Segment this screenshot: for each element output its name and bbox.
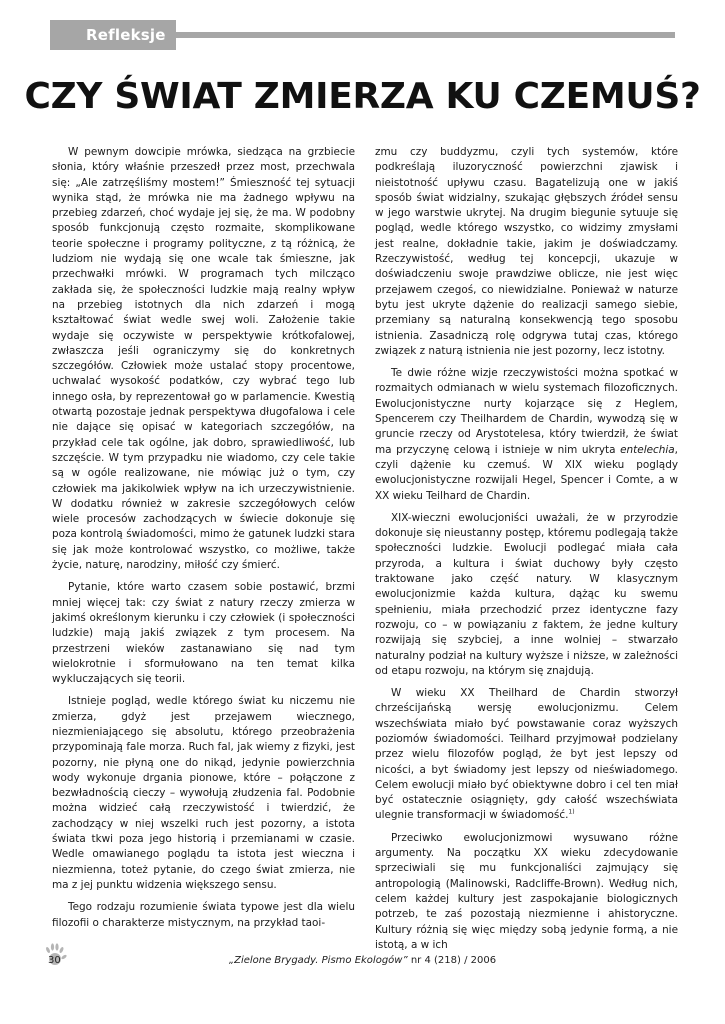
page-number: 30: [48, 955, 61, 966]
journal-title: „Zielone Brygady. Pismo Ekologów”: [228, 955, 408, 966]
paragraph: [375, 366, 678, 504]
paragraph: Istnieje pogląd, wedle którego świat ku niczemu nie zmierza, gdyż jest przejawem wiecznego, niezmieniającego się absolutu, którego przeobrażenia przypominają fale morza. Ruch fal, jak wiemy z fizyki, jest pozorny, nie płyną one do nikąd, jedynie powierzchnia wody wykonuje drgania pionowe, które – połączone z bezwładnością cieczy – wywołują złudzenia fal. Podobnie można widzieć całą rzeczywistość i twierdzić, że zachodzący w niej wszelki ruch jest pozorny, a istota świata tkwi poza jego historią i przemianami w czasie. Wedle omawianego poglądu ta istota jest wieczna i niezmienna, toteż pytanie, do czego świat zmierza, nie ma z jej punktu widzenia większego sensu.: [52, 695, 355, 891]
right-column: [375, 145, 678, 960]
section-header: [50, 20, 675, 50]
paragraph: Tego rodzaju rozumienie świata typowe jest dla wielu filozofii o charakterze mistycznym, na przykład taoi-: [52, 901, 355, 929]
paragraph: W pewnym dowcipie mrówka, siedząca na grzbiecie słonia, który właśnie przeszedł przez most, przechwala się: „Ale zatrzęśliśmy mostem!” Śmieszność tej sytuacji wynika stąd, że mrówka nie ma żadnego wpływu na przebieg zdarzeń, choć wydaje jej się, że ma. W podobny sposób funkcjonują często rozmaite, skomplikowane teorie społeczne i programy polityczne, z tą różnicą, że ludziom nie wydają się one wcale tak śmieszne, jak przechwałki mrówki. W programach tych milcząco zakłada się, że społeczności ludzkie mają realny wpływ na przebieg istotnych dla nich zdarzeń i mogą kształtować świat wedle swej woli. Założenie takie wydaje się oczywiste w perspektywie krótkofalowej, zwłaszcza jeśli ograniczymy się do konkretnych szczegółów. Człowiek może ustalać stopy procentowe, uchwalać wysokość podatków, czy wybrać tego lub innego osła, by reprezentował go w parlamencie. Kwestią otwartą pozostaje jednak perspektywa długofalowa i cele nie dające się opisać w kategoriach szczegółów, na przykład cele tak ogólne, jak dobro, sprawiedliwość, lub szczęście. W tym przypadku nie wiadomo, czy cele takie są w ogóle realizowane, nie mówiąc już o tym, czy człowiek ma jakikolwiek wpływ na ich urzeczywistnienie. W dodatku również w zakresie szczegółowych celów wiele procesów zachodzących w świecie dokonuje się poza kontrolą świadomości, mimo że gatunek ludzki stara się jak może kontrolować wszystko, co możliwe, także życie, naturę, narodziny, miłość czy śmierć.: [52, 146, 355, 572]
paragraph: XIX-wieczni ewolucjoniści uważali, że w przyrodzie dokonuje się nieustanny postęp, któremu podlegają także społeczności ludzkie. Ewolucji podlegać miała cała przyroda, a kultura i świat duchowy były często traktowane jako część natury. W klasycznym ewolucjonizmie każda kultura, dążąc ku swemu spełnieniu, miała przechodzić przez identyczne fazy rozwoju, co – w powiązaniu z faktem, że jedne kultury rozwijają się szybciej, a inne wolniej – stwarzało naturalny podział na kultury wyższe i niższe, w zależności od etapu rozwoju, na którym się znajdują.: [375, 511, 678, 677]
left-column: [52, 145, 355, 960]
paragraph-text: W wieku XX Theilhard de Chardin stworzył chrześcijańską wersję ewolucjonizmu. Celem wszechświata miało być powstawanie coraz wyższych poziomów świadomości. Teilhard przyjmował podzielany przez wielu filozofów pogląd, że byt jest lepszy od nicości, a byt świadomy jest lepszy od nieświadomego. Celem ewolucji miało być obiektywne dobro i cel ten miał być ostatecznie osiągnięty, gdy całość wszechświata ulegnie transformacji w świadomość.: [375, 687, 678, 822]
page-footer: [0, 952, 725, 972]
paragraph: Pytanie, które warto czasem sobie postawić, brzmi mniej więcej tak: czy świat z natury rzeczy zmierza w jakimś określonym kierunku i czy człowiek (i społeczności ludzkie) mają jakiś związek z tym procesem. Na przestrzeni wieków zastanawiano się nad tym wielokrotnie i sformułowano na ten temat kilka wykluczających się teorii.: [52, 581, 355, 686]
paragraph-text: Te dwie różne wizje rzeczywistości można spotkać w rozmaitych odmianach w wielu systemach filozoficznych. Ewolucjonistyczne nurty kojarzące się z Heglem, Spencerem czy Theilhardem de Chardin, wywodzą się w gruncie rzeczy od Arystotelesa, który twierdził, że świat ma przyczynę celową i istnieje w nim ukryta: [375, 367, 678, 456]
emphasis-term: entelechia: [620, 443, 675, 456]
paragraph: [375, 686, 678, 824]
header-rule: [176, 32, 675, 38]
article-title: CZY ŚWIAT ZMIERZA KU CZEMUŚ?: [24, 76, 701, 117]
section-label: Refleksje: [50, 20, 176, 50]
paragraph: zmu czy buddyzmu, czyli tych systemów, które podkreślają iluzoryczność powierzchni zjawisk i nieistotność upływu czasu. Bagatelizują one w jakiś sposób świat widzialny, szukając głębszych źródeł sensu w jego warstwie ukrytej. Na drugim biegunie sytuuje się pogląd, wedle którego wszystko, co widzimy zmysłami jest realne, dokładnie takie, jakim je doświadczamy. Rzeczywistość, według tej koncepcji, ukazuje w doświadczeniu swoje prawdziwe oblicze, nie jest więc przejawem czegoś, co niewidzialne. Ponieważ w naturze bytu jest ukryte dążenie do realizacji samego siebie, przemiany są naturalną konsekwencją tego sposobu istnienia. Zasadniczą rolę odgrywa tutaj czas, którego związek z naturą istnienia nie jest pozorny, lecz istotny.: [375, 146, 678, 357]
journal-citation: [0, 955, 725, 966]
paragraph: Przeciwko ewolucjonizmowi wysuwano różne argumenty. Na początku XX wieku zdecydowanie sprzeciwiali się mu funkcjonaliści zajmujący się antropologią (Malinowski, Radcliffe-Brown). Według nich, celem każdej kultury jest zaspokajanie biologicznych potrzeb, te zaś pozostają niezmienne i ahistoryczne. Kultury różnią się więc między sobą jedynie formą, a nie istotą, a w ich: [375, 831, 678, 951]
footnote-marker: 1): [568, 808, 575, 816]
journal-issue: nr 4 (218) / 2006: [407, 955, 497, 966]
article-body: [52, 145, 678, 960]
paragraph-text: , czyli dążenie ku czemuś. W XIX wieku poglądy ewolucjonistyczne rozwijali Hegel, Spencer i Comte, a w XX wieku Teilhard de Chardin.: [375, 443, 678, 502]
